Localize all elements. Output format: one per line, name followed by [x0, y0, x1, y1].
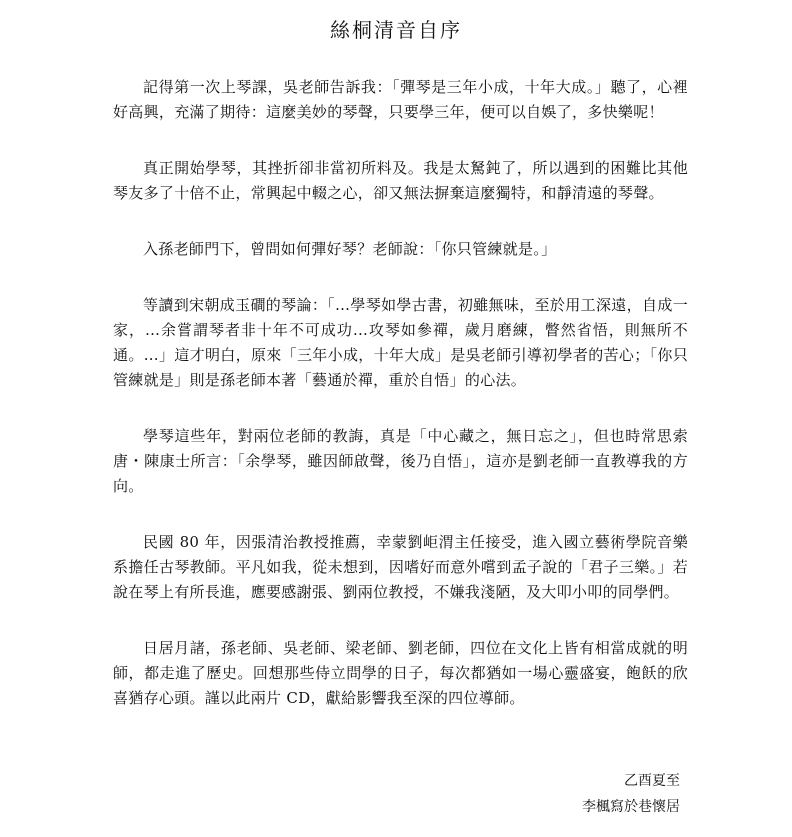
paragraph-5: 學琴這些年，對兩位老師的教誨，真是「中心藏之，無日忘之」，但也時常思索唐・陳康士所言：「余學琴，雖因師啟聲，後乃自悟」，這亦是劉老師一直教導我的方向。	[113, 427, 688, 495]
signature-author: 李楓寫於巷懷居	[582, 799, 680, 815]
document-title: 絲桐清音自序	[330, 18, 462, 42]
paragraph-3: 入孫老師門下，曾問如何彈好琴？老師說：「你只管練就是。」	[143, 240, 557, 258]
paragraph-1: 記得第一次上琴課，吳老師告訴我：「彈琴是三年小成，十年大成。」聽了，心裡好高興，充滿了期待：這麼美妙的琴聲，只要學三年，便可以自娛了，多快樂呢！	[113, 78, 688, 121]
document-body	[113, 75, 688, 742]
signature-block	[582, 768, 680, 820]
paragraph-7: 日居月諸，孫老師、吳老師、梁老師、劉老師，四位在文化上皆有相當成就的明師，都走進了歷史。回想那些侍立問學的日子，每次都猶如一場心靈盛宴，飽飫的欣喜猶存心頭。謹以此兩片 CD，獻給影響我至深的四位導師。	[113, 639, 688, 707]
paragraph-4: 等讀到宋朝成玉磵的琴論：「…學琴如學古書，初雖無味，至於用工深遠，自成一家，…余嘗謂琴者非十年不可成功…攻琴如參禪，歲月磨練，瞥然省悟，則無所不通。…」這才明白，原來「三年小成，十年大成」是吳老師引導初學者的苦心；「你只管練就是」則是孫老師本著「藝通於禪，重於自悟」的心法。	[113, 296, 688, 389]
paragraph-2: 真正開始學琴，其挫折卻非當初所料及。我是太駑鈍了，所以遇到的困難比其他琴友多了十倍不止，常興起中輟之心，卻又無法摒棄這麼獨特，和靜清遠的琴聲。	[113, 159, 688, 202]
signature-date: 乙酉夏至	[624, 773, 680, 789]
paragraph-6: 民國 80 年，因張清治教授推薦，幸蒙劉岠渭主任接受，進入國立藝術學院音樂系擔任古琴教師。平凡如我，從未想到，因嗜好而意外嚐到孟子說的「君子三樂。」若說在琴上有所長進，應要感謝張、劉兩位教授，不嫌我淺陋，及大叩小叩的同學們。	[113, 533, 688, 601]
